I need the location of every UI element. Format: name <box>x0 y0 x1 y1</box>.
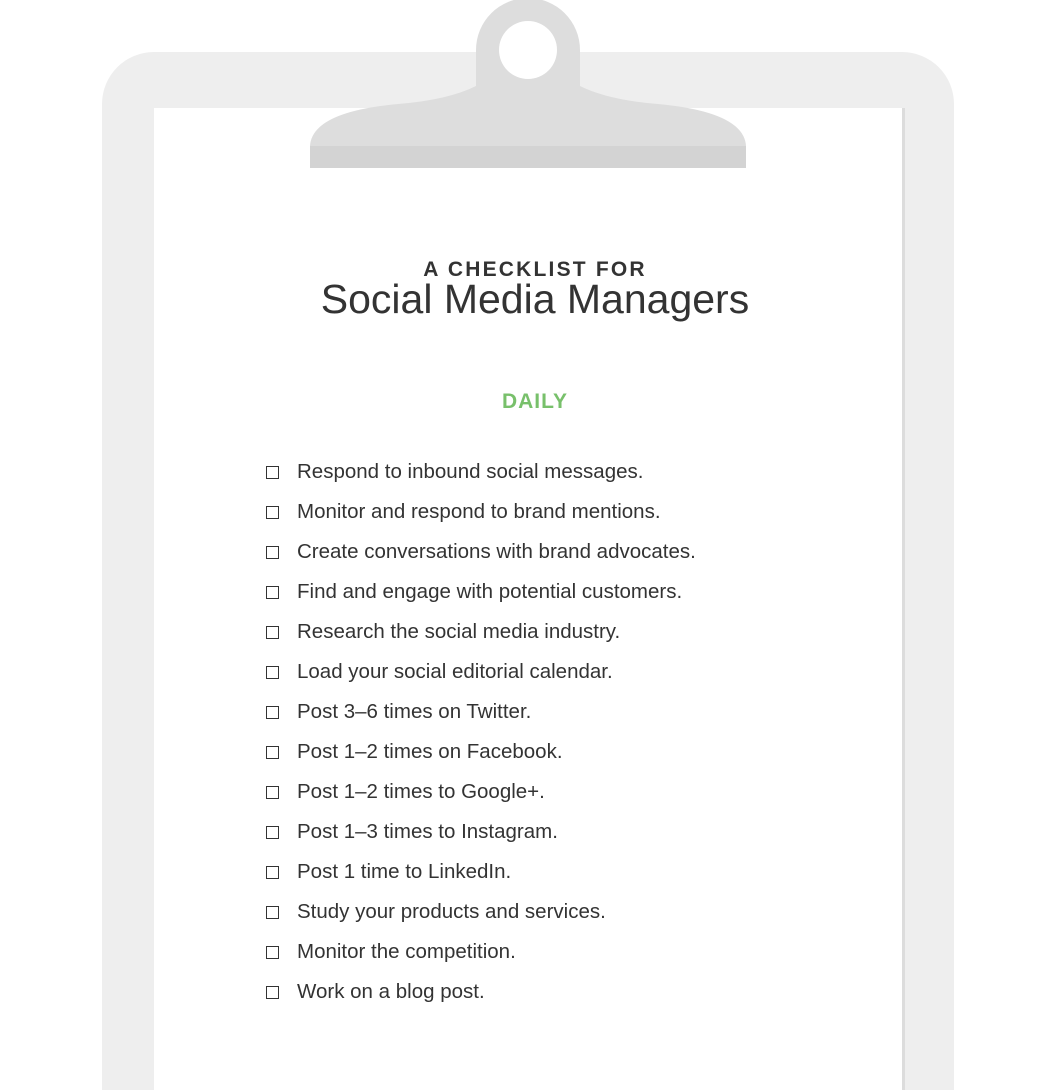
checklist-item[interactable] <box>266 812 696 852</box>
checkbox-icon[interactable] <box>266 786 279 799</box>
checkbox-icon[interactable] <box>266 746 279 759</box>
checklist-item-label: Post 1–2 times on Facebook. <box>297 740 563 763</box>
checklist-item-label: Study your products and services. <box>297 900 606 923</box>
checklist-item[interactable] <box>266 532 696 572</box>
checklist-item[interactable] <box>266 452 696 492</box>
checklist-item-label: Monitor the competition. <box>297 940 516 963</box>
checklist-item-label: Create conversations with brand advocates. <box>297 540 696 563</box>
checklist-item-label: Work on a blog post. <box>297 980 485 1003</box>
checkbox-icon[interactable] <box>266 586 279 599</box>
section-label-daily: DAILY <box>501 390 569 413</box>
checklist-item-label: Respond to inbound social messages. <box>297 460 644 483</box>
checklist-item[interactable] <box>266 572 696 612</box>
clipboard-clip-icon <box>308 0 748 170</box>
checkbox-icon[interactable] <box>266 466 279 479</box>
checkbox-icon[interactable] <box>266 546 279 559</box>
page-kicker: A CHECKLIST FOR <box>423 258 647 281</box>
checkbox-icon[interactable] <box>266 626 279 639</box>
checklist-item-label: Post 1–3 times to Instagram. <box>297 820 558 843</box>
checkbox-icon[interactable] <box>266 866 279 879</box>
checklist-item-label: Post 3–6 times on Twitter. <box>297 700 532 723</box>
checklist-item[interactable] <box>266 612 696 652</box>
checkbox-icon[interactable] <box>266 906 279 919</box>
checkbox-icon[interactable] <box>266 706 279 719</box>
checklist-item[interactable] <box>266 652 696 692</box>
checkbox-icon[interactable] <box>266 826 279 839</box>
checklist-item[interactable] <box>266 892 696 932</box>
checklist-item-label: Research the social media industry. <box>297 620 621 643</box>
checkbox-icon[interactable] <box>266 986 279 999</box>
checklist-item[interactable] <box>266 932 696 972</box>
checklist-item-label: Monitor and respond to brand mentions. <box>297 500 661 523</box>
checklist-item-label: Post 1 time to LinkedIn. <box>297 860 512 883</box>
checklist-item[interactable] <box>266 492 696 532</box>
checkbox-icon[interactable] <box>266 946 279 959</box>
checklist-item[interactable] <box>266 972 696 1012</box>
checklist-item[interactable] <box>266 732 696 772</box>
daily-checklist <box>266 452 696 1012</box>
checkbox-icon[interactable] <box>266 666 279 679</box>
checklist-item[interactable] <box>266 772 696 812</box>
page-title: Social Media Managers <box>320 276 750 322</box>
checklist-item[interactable] <box>266 852 696 892</box>
checklist-item[interactable] <box>266 692 696 732</box>
checklist-item-label: Post 1–2 times to Google+. <box>297 780 545 803</box>
checkbox-icon[interactable] <box>266 506 279 519</box>
checklist-item-label: Find and engage with potential customers. <box>297 580 683 603</box>
checklist-item-label: Load your social editorial calendar. <box>297 660 613 683</box>
